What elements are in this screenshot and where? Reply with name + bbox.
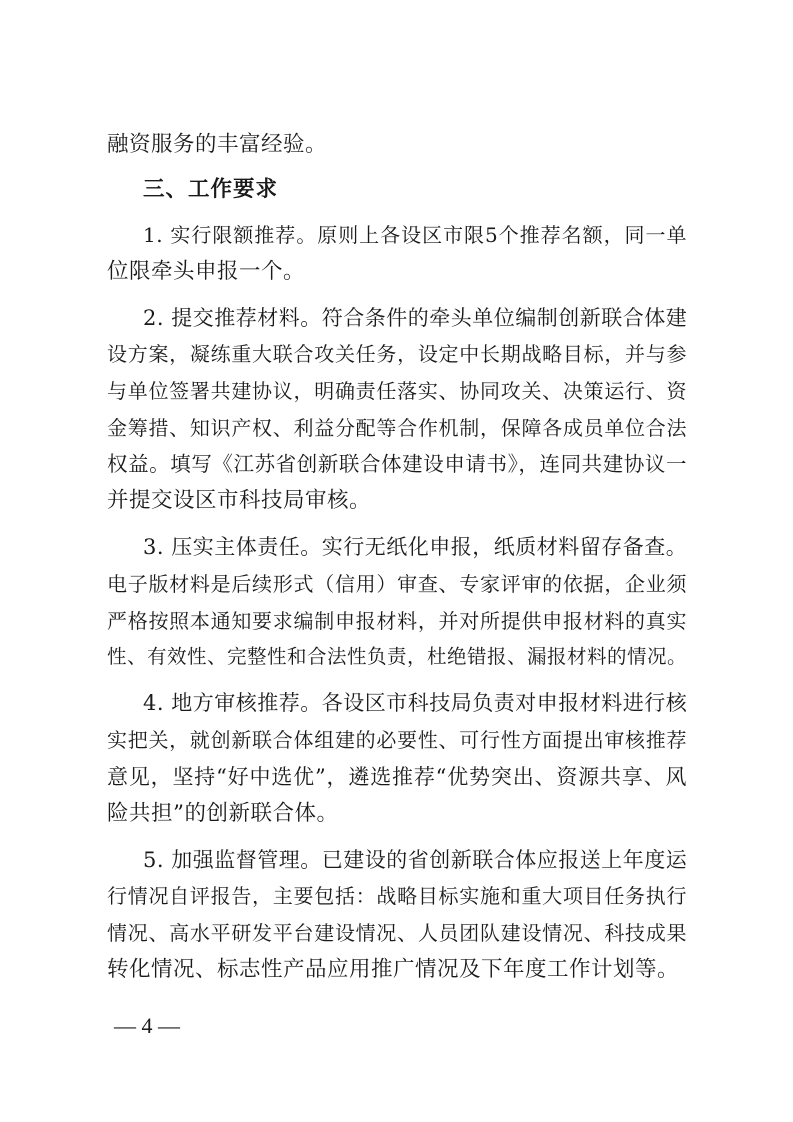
paragraph-line: 电子版材料是后续形式（信用）审查、专家评审的依据，企业须 bbox=[107, 572, 687, 596]
paragraph-line: 权益。填写《江苏省创新联合体建设申请书》，连同共建协议一 bbox=[107, 452, 687, 476]
paragraph-line: 意见，坚持“好中选优”，遴选推荐“优势突出、资源共享、风 bbox=[107, 765, 687, 789]
paragraph-line: 3. 压实主体责任。实行无纸化申报，纸质材料留存备查。 bbox=[143, 535, 688, 559]
paragraph-line: 4. 地方审核推荐。各设区市科技局负责对申报材料进行核 bbox=[143, 691, 688, 715]
paragraph-line: 与单位签署共建协议，明确责任落实、协同攻关、决策运行、资 bbox=[107, 379, 687, 403]
paragraph-line: 情况、高水平研发平台建设情况、人员团队建设情况、科技成果 bbox=[107, 921, 687, 945]
paragraph-line: 设方案，凝练重大联合攻关任务，设定中长期战略目标，并与参 bbox=[107, 342, 687, 366]
paragraph-line: 行情况自评报告，主要包括：战略目标实施和重大项目任务执行 bbox=[107, 884, 687, 908]
paragraph-line: 严格按照本通知要求编制申报材料，并对所提供申报材料的真实 bbox=[107, 609, 687, 633]
paragraph-line: 5. 加强监督管理。已建设的省创新联合体应报送上年度运 bbox=[143, 848, 688, 872]
paragraph-line: 险共担”的创新联合体。 bbox=[107, 801, 339, 826]
section-heading: 三、工作要求 bbox=[143, 177, 279, 202]
paragraph-line: 2. 提交推荐材料。符合条件的牵头单位编制创新联合体建 bbox=[143, 306, 688, 330]
paragraph-line: 性、有效性、完整性和合法性负责，杜绝错报、漏报材料的情况。 bbox=[107, 645, 688, 668]
page-number: — 4 — bbox=[114, 1013, 180, 1038]
paragraph-line: 金筹措、知识产权、利益分配等合作机制，保障各成员单位合法 bbox=[107, 416, 687, 440]
paragraph-line: 转化情况、标志性产品应用推广情况及下年度工作计划等。 bbox=[107, 957, 680, 982]
paragraph-line: 融资服务的丰富经验。 bbox=[107, 132, 328, 157]
paragraph-line: 位限牵头申报一个。 bbox=[107, 259, 306, 284]
paragraph-line: 实把关，就创新联合体组建的必要性、可行性方面提出审核推荐 bbox=[107, 728, 687, 752]
paragraph-line: 并提交设区市科技局审核。 bbox=[107, 488, 372, 513]
paragraph-line: 1. 实行限额推荐。原则上各设区市限5个推荐名额，同一单 bbox=[143, 223, 687, 247]
